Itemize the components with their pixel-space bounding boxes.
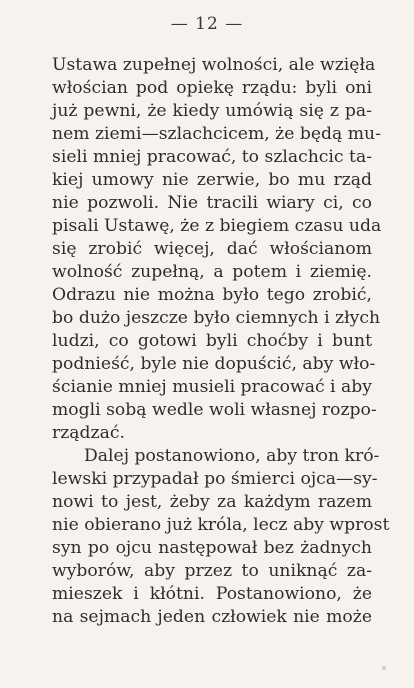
text-line-5: sieli mniej pracować, to szlachcic ta- xyxy=(52,147,372,167)
page-number-header: — 12 — xyxy=(170,14,244,34)
text-line-1: Ustawa zupełnej wolności, ale wzięła xyxy=(52,55,376,75)
text-line-14: podnieść, byle nie dopuścić, aby wło- xyxy=(52,354,376,374)
text-line-10: wolność zupełną, a potem i ziemię. xyxy=(52,262,372,282)
text-line-24: mieszek i kłótni. Postanowiono, że xyxy=(52,584,372,604)
text-line-18: Dalej postanowiono, aby tron kró- xyxy=(84,446,380,466)
text-line-2: włościan pod opiekę rządu: byli oni xyxy=(52,78,372,98)
text-line-9: się zrobić więcej, dać włościanom xyxy=(52,239,372,259)
text-line-19: lewski przypadał po śmierci ojca—sy- xyxy=(52,469,378,489)
page-text xyxy=(52,54,390,629)
text-line-17: rządzać. xyxy=(52,423,125,443)
text-line-6: kiej umowy nie zerwie, bo mu rząd xyxy=(52,170,372,190)
text-line-7: nie pozwoli. Nie tracili wiary ci, co xyxy=(52,193,372,213)
text-line-11: Odrazu nie można było tego zrobić, xyxy=(52,285,372,305)
text-line-4: nem ziemi—szlachcicem, że będą mu- xyxy=(52,124,381,144)
text-line-8: pisali Ustawę, że z biegiem czasu uda xyxy=(52,216,382,236)
text-line-15: ścianie mniej musieli pracować i aby xyxy=(52,377,372,397)
text-line-3: już pewni, że kiedy umówią się z pa- xyxy=(52,101,372,121)
text-line-23: wyborów, aby przez to uniknąć za- xyxy=(52,561,372,581)
text-line-16: mogli sobą wedle woli własnej rozpo- xyxy=(52,400,377,420)
text-line-13: ludzi, co gotowi byli choćby i bunt xyxy=(52,331,372,351)
text-line-25: na sejmach jeden człowiek nie może xyxy=(52,607,372,627)
text-line-21: nie obierano już króla, lecz aby wprost xyxy=(52,515,390,535)
text-line-20: nowi to jest, żeby za każdym razem xyxy=(52,492,372,512)
text-line-22: syn po ojcu następował bez żadnych xyxy=(52,538,372,558)
text-line-12: bo dużo jeszcze było ciemnych i złych xyxy=(52,308,381,328)
paper-spot xyxy=(382,666,386,670)
